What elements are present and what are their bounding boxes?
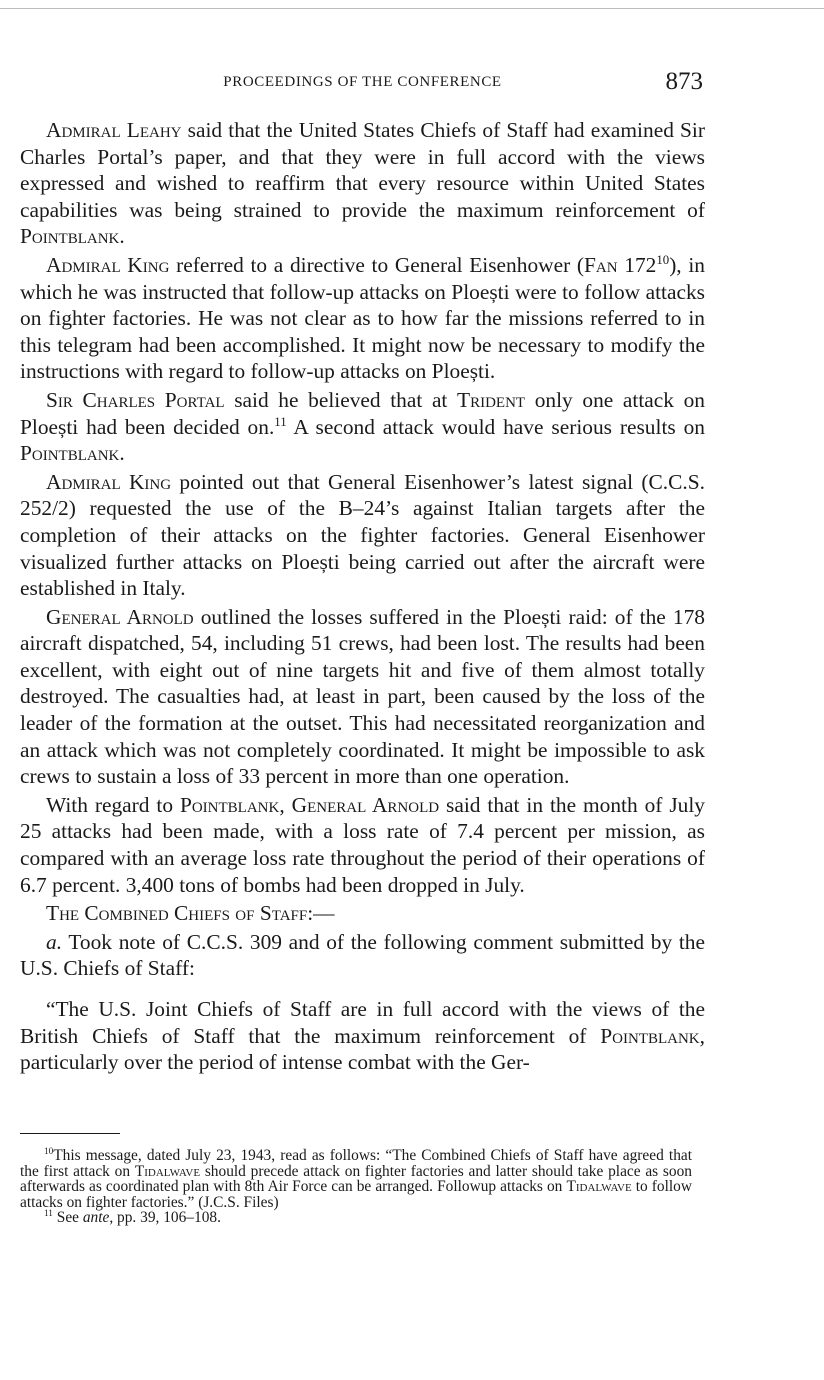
paragraph-text: A second attack would have serious results on [286, 414, 705, 439]
paragraph-text: . [119, 224, 125, 249]
code-name: Pointblank [179, 792, 280, 817]
footnote-ante: ante [82, 1209, 110, 1227]
speaker-name: General Arnold [46, 604, 194, 629]
paragraph-text: ), in which he was instructed that follow-up attacks on Ploești were to follow attacks on fighter factories. He was not clear as to how far the missions referred to in this telegram had been accomplished. It might now be necessary to modify the instructions with regard to follow-up attacks on Ploești. [20, 252, 705, 384]
speaker-name: Admiral Leahy [46, 118, 182, 142]
page-top-rule [0, 8, 824, 9]
body-text [20, 117, 705, 1078]
paragraph-ccs-heading [20, 900, 705, 927]
paragraph-text: . [119, 441, 125, 466]
paragraph-text: 172 [617, 252, 657, 277]
code-name: Tidalwave [566, 1178, 632, 1196]
footnote-text: This message, dated July 23, 1943, read as follows: “The Combined Chiefs of Staff have agreed that the first attack on [20, 1147, 692, 1180]
paragraph-king-signal [20, 469, 705, 602]
paragraph-portal [20, 387, 705, 467]
paragraph-text: referred to a directive to General Eisenhower ( [169, 252, 585, 277]
paragraph-quote [20, 996, 705, 1076]
paragraph-arnold-pointblank [20, 792, 705, 898]
paragraph-text: only one attack on Ploești had been decided on. [20, 387, 705, 439]
running-title: PROCEEDINGS OF THE CONFERENCE [223, 74, 502, 90]
item-label: a. [46, 929, 63, 954]
footnote-text: should precede attack on fighter factories and latter should take place as soon afterwards as coordinated plan with 8th Air Force can be arranged. Followup attacks on [20, 1162, 692, 1196]
footnote-11 [20, 1210, 692, 1226]
paragraph-text: , particularly over the period of intense combat with the Ger- [20, 1023, 705, 1075]
paragraph-text: :— [307, 901, 335, 926]
paragraph-item-a [20, 929, 705, 982]
page-header [20, 70, 705, 104]
paragraph-text: outlined the losses suffered in the Ploești raid: of the 178 aircraft dispatched, 54, including 51 crews, had been lost. The results had been excellent, with eight out of nine targets hit and five of them almost totally destroyed. The casualties had, at least in part, been caused by the loss of the leader of the formation at the outset. This had necessitated reorganization and an attack which was not completely coordinated. It might be impossible to ask crews to sustain a loss of 33 percent in more than one operation. [20, 604, 705, 789]
footnote-10 [20, 1145, 692, 1211]
committee-name: The Combined Chiefs of Staff [46, 901, 308, 926]
speaker-name: Sir Charles Portal [46, 387, 225, 412]
code-name: Pointblank [20, 224, 120, 249]
message-reference: Fan [584, 252, 618, 277]
code-name: Pointblank [600, 1023, 700, 1048]
paragraph-text: Took note of C.C.S. 309 and of the following comment submitted by the U.S. Chiefs of Staff: [20, 929, 705, 981]
paragraph-text: , [279, 792, 292, 817]
footnote-marker[interactable]: 11 [274, 414, 287, 429]
footnote-marker[interactable]: 10 [656, 252, 670, 267]
paragraph-king-directive [20, 252, 705, 385]
paragraph-arnold-losses [20, 604, 705, 790]
paragraph-leahy [20, 117, 705, 250]
page-number: 873 [665, 68, 703, 95]
paragraph-text: said that in the month of July 25 attacks had been made, with a loss rate of 7.4 percent per mission, as compared with an average loss rate throughout the period of their operations of 6.7 percent. 3,400 tons of bombs had been dropped in July. [20, 792, 705, 897]
code-name: Trident [457, 387, 526, 412]
speaker-name: General Arnold [291, 792, 440, 817]
footnote-number: 10 [44, 1145, 54, 1156]
paragraph-text: said that the United States Chiefs of Staff had examined Sir Charles Portal’s paper, and that they were in full accord with the views expressed and wished to reaffirm that every resource within United States capabilities was being strained to provide the maximum reinforcement of [20, 118, 705, 222]
footnote-number: 11 [44, 1208, 53, 1219]
speaker-name: Admiral King [46, 252, 170, 277]
code-name: Tidalwave [134, 1162, 201, 1180]
paragraph-text: said he believed that at [224, 387, 458, 412]
footnote-divider [20, 1133, 120, 1134]
paragraph-text: pointed out that General Eisenhower’s latest signal (C.C.S. 252/2) requested the use of the B–24’s against Italian targets after the completion of their attacks on the fighter factories. General Eisenhower visualized further attacks on Ploești being carried out after the aircraft were established in Italy. [20, 469, 705, 601]
footnote-text: , pp. 39, 106–108. [109, 1209, 221, 1227]
paragraph-text: “The U.S. Joint Chiefs of Staff are in full accord with the views of the British Chiefs of Staff that the maximum reinforcement of [20, 997, 705, 1048]
paragraph-text: With regard to [46, 792, 180, 817]
footnote-text: to follow attacks on fighter factories.” (J.C.S. Files) [20, 1178, 692, 1211]
speaker-name: Admiral King [46, 469, 172, 494]
footnotes [20, 1145, 692, 1227]
code-name: Pointblank [20, 441, 120, 466]
footnote-text: See [56, 1209, 83, 1227]
